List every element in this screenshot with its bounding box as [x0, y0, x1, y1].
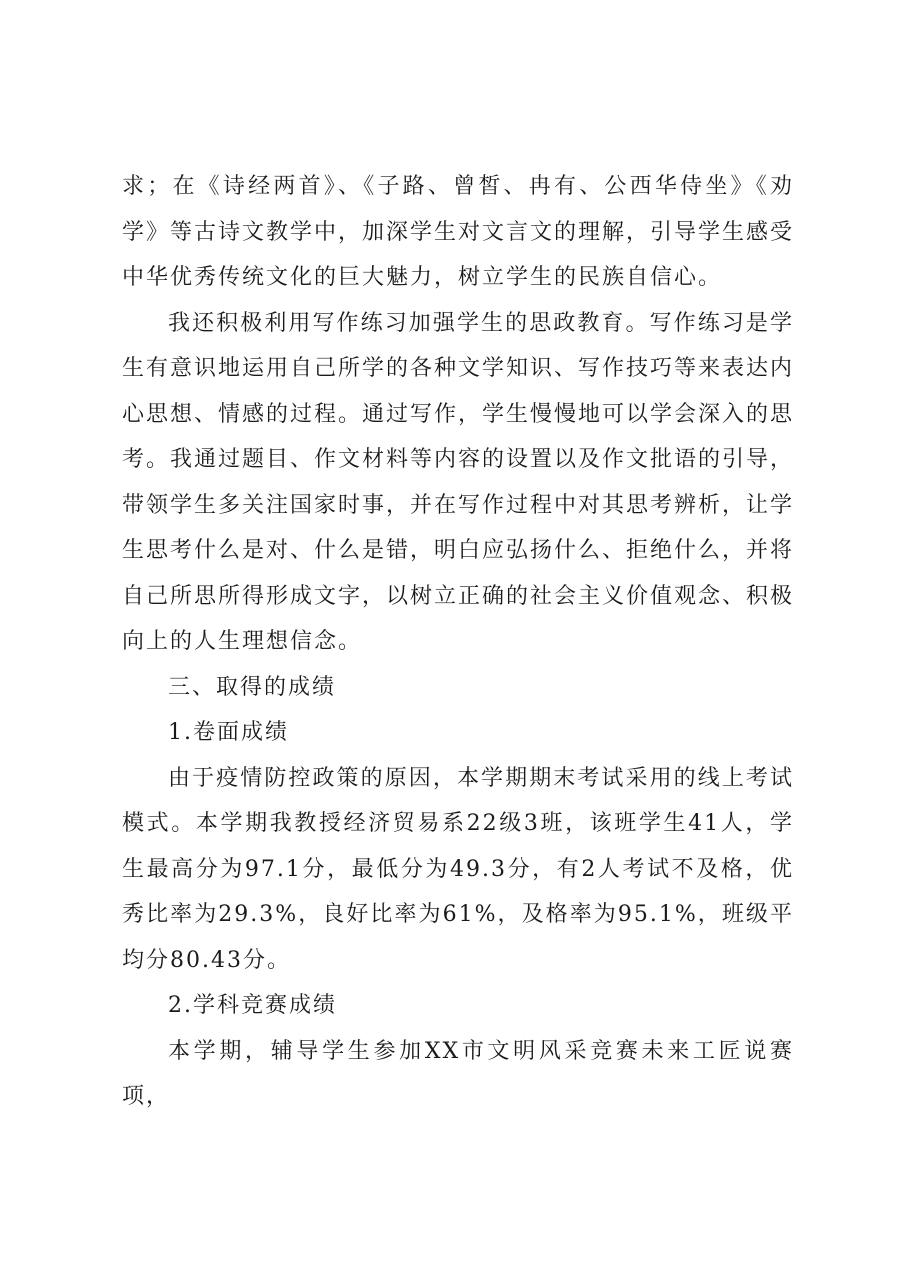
- paragraph-continuation: 求；在《诗经两首》、《子路、曾皙、冉有、公西华侍坐》《劝学》等古诗文教学中，加深学生对文言文的理解，引导学生感受中华优秀传统文化的巨大魅力，树立学生的民族自信心。: [122, 174, 795, 290]
- paragraph-writing-practice: 我还积极利用写作练习加强学生的思政教育。写作练习是学生有意识地运用自己所学的各种文学知识、写作技巧等来表达内心思想、情感的过程。通过写作，学生慢慢地可以学会深入的思考。我通过题目、作文材料等内容的设置以及作文批语的引导，带领学生多关注国家时事，并在写作过程中对其思考辨析，让学生思考什么是对、什么是错，明白应弘扬什么、拒绝什么，并将自己所思所得形成文字，以树立正确的社会主义价值观念、积极向上的人生理想信念。: [122, 310, 795, 654]
- subheading-competition-results: 2.学科竞赛成绩: [168, 993, 337, 1018]
- paragraph-exam-results: 由于疫情防控政策的原因，本学期期末考试采用的线上考试模式。本学期我教授经济贸易系22级3班，该班学生41人，学生最高分为97.1分，最低分为49.3分，有2人考试不及格，优秀比率为29.3%，良好比率为61%，及格率为95.1%，班级平均分80.43分。: [122, 765, 794, 973]
- section-heading-achievements: 三、取得的成绩: [168, 674, 337, 700]
- paragraph-competition: 本学期，辅导学生参加XX市文明风采竞赛未来工匠说赛项，: [122, 1038, 794, 1109]
- subheading-exam-scores: 1.卷面成绩: [168, 720, 289, 745]
- document-body: [122, 164, 794, 1120]
